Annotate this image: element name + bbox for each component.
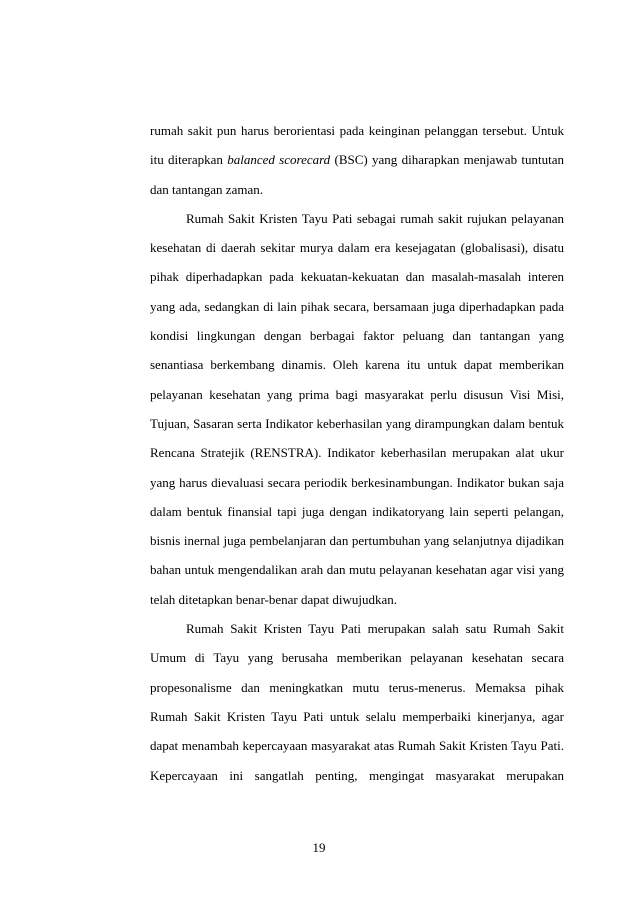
page-number: 19 <box>312 840 326 855</box>
text-line: dan tantangan zaman. <box>150 181 263 197</box>
text-line: bisnis inernal juga pembelanjaran dan pertumbuhan yang selanjutnya dijadikan <box>150 533 564 549</box>
paragraph <box>150 204 564 614</box>
text-segment: itu diterapkan <box>150 152 228 168</box>
body-text <box>150 116 564 790</box>
text-line: yang harus dievaluasi secara periodik berkesinambungan. Indikator bukan saja <box>150 474 564 490</box>
text-line: Rencana Stratejik (RENSTRA). Indikator keberhasilan merupakan alat ukur <box>150 445 564 461</box>
text-line: telah ditetapkan benar-benar dapat diwujudkan. <box>150 591 397 607</box>
text-line: kesehatan di daerah sekitar murya dalam era kesejagatan (globalisasi), disatu <box>150 240 564 256</box>
text-segment: (BSC) yang diharapkan menjawab tuntutan <box>330 152 564 168</box>
text-line <box>150 145 564 174</box>
text-line: rumah sakit pun harus berorientasi pada keinginan pelanggan tersebut. Untuk <box>150 123 564 138</box>
text-line: Rumah Sakit Kristen Tayu Pati untuk selalu memperbaiki kinerjanya, agar <box>150 708 564 724</box>
text-line: pelayanan kesehatan yang prima bagi masyarakat perlu disusun Visi Misi, <box>150 386 564 402</box>
text-line: Tujuan, Sasaran serta Indikator keberhasilan yang dirampungkan dalam bentuk <box>150 415 564 431</box>
text-line: Rumah Sakit Kristen Tayu Pati merupakan salah satu Rumah Sakit <box>186 621 564 637</box>
text-line: dalam bentuk finansial tapi juga dengan indikatoryang lain seperti pelangan, <box>150 503 564 519</box>
text-line: propesonalisme dan meningkatkan mutu terus-menerus. Memaksa pihak <box>150 679 564 695</box>
text-line: senantiasa berkembang dinamis. Oleh karena itu untuk dapat memberikan <box>150 357 564 373</box>
paragraph <box>150 614 564 790</box>
paragraph <box>150 116 564 204</box>
text-line: dapat menambah kepercayaan masyarakat atas Rumah Sakit Kristen Tayu Pati. <box>150 738 564 754</box>
text-line: kondisi lingkungan dengan berbagai faktor peluang dan tantangan yang <box>150 328 564 344</box>
text-line: bahan untuk mengendalikan arah dan mutu pelayanan kesehatan agar visi yang <box>150 562 564 578</box>
text-line: yang ada, sedangkan di lain pihak secara, bersamaan juga diperhadapkan pada <box>150 298 564 314</box>
text-line: pihak diperhadapkan pada kekuatan-kekuatan dan masalah-masalah interen <box>150 269 564 285</box>
text-line: Umum di Tayu yang berusaha memberikan pelayanan kesehatan secara <box>150 650 564 666</box>
text-line: Kepercayaan ini sangatlah penting, mengingat masyarakat merupakan <box>150 767 564 783</box>
text-line: Rumah Sakit Kristen Tayu Pati sebagai rumah sakit rujukan pelayanan <box>186 210 564 226</box>
italic-term: balanced scorecard <box>227 152 331 168</box>
